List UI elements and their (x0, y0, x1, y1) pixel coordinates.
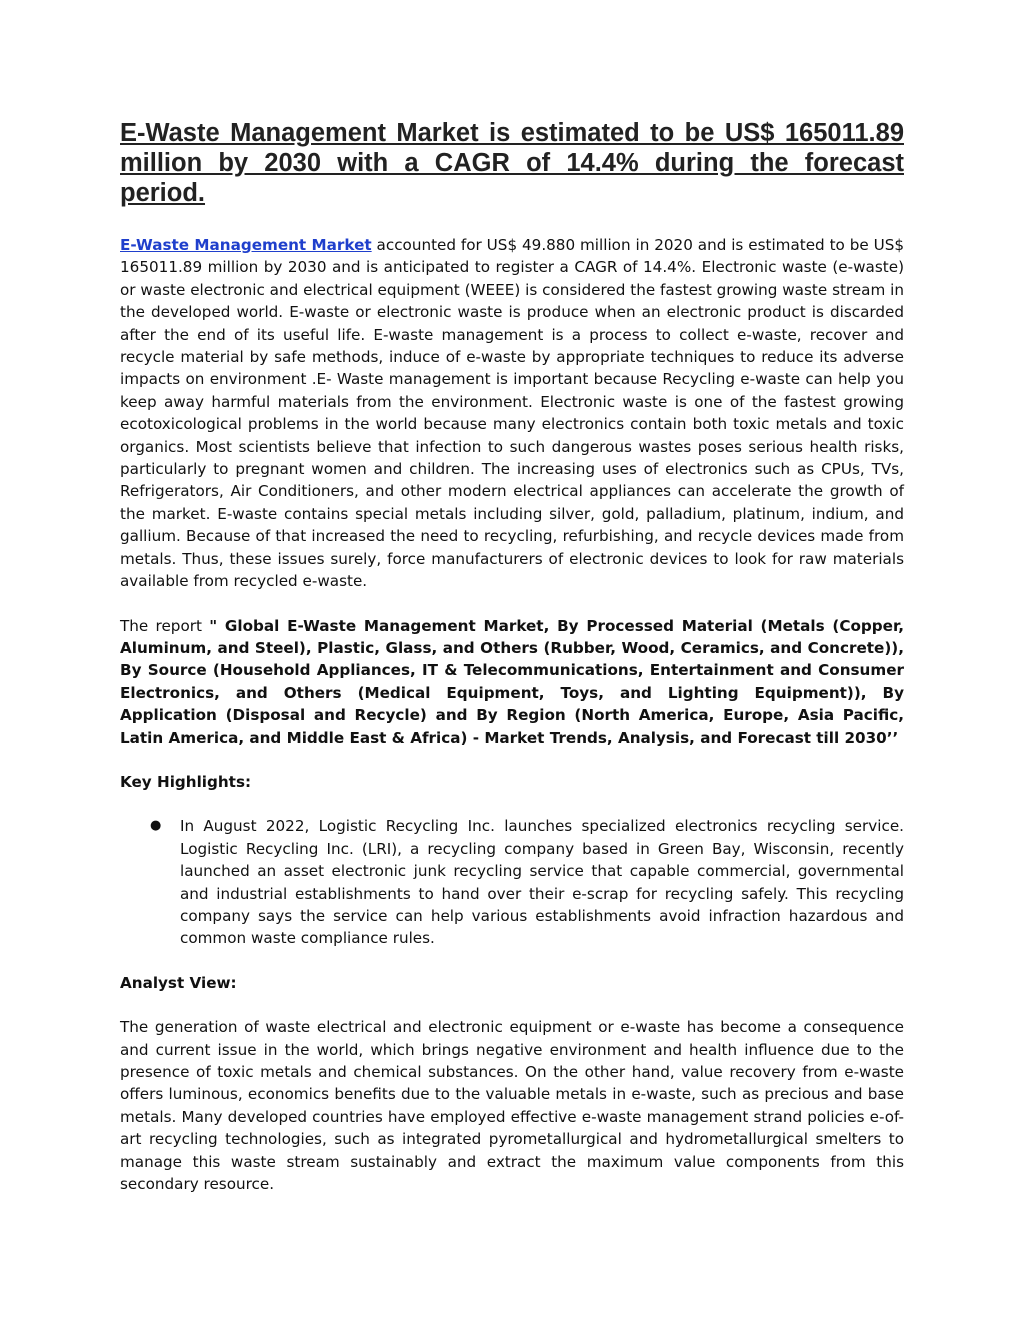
report-prefix: The report (120, 616, 210, 635)
list-item (150, 815, 904, 949)
document-title: E-Waste Management Market is estimated to be US$ 165011.89 million by 2030 with a CAGR of 14.4% during the forecast period. (120, 119, 904, 207)
analyst-view-heading: Analyst View: (120, 973, 237, 992)
key-highlights-heading: Key Highlights: (120, 772, 252, 791)
market-link[interactable]: E-Waste Management Market (120, 236, 372, 254)
analyst-view-paragraph: The generation of waste electrical and electronic equipment or e-waste has become a consequence and current issue in the world, which brings negative environment and health influence due to the presence of toxic metals and chemical substances. On the other hand, value recovery from e-waste offers luminous, economics benefits due to the valuable metals in e-waste, such as precious and base metals. Many developed countries have employed effective e-waste management strand policies e-of-art recycling technologies, such as integrated pyrometallurgical and hydrometallurgical smelters to manage this waste stream sustainably and extract the maximum value components from this secondary resource. (120, 1018, 904, 1194)
report-title: " Global E-Waste Management Market, By Processed Material (Metals (Copper, Aluminum, and Steel), Plastic, Glass, and Others (Rubber, Wood, Ceramics, and Concrete)), By Source (Household Appliances, IT & Telecommunications, Entertainment and Consumer Electronics, and Others (Medical Equipment, Toys, and Lighting Equipment)), By Application (Disposal and Recycle) and By Region (North America, Europe, Asia Pacific, Latin America, and Middle East & Africa) - Market Trends, Analysis, and Forecast till 2030’’ (120, 616, 904, 747)
highlight-text: In August 2022, Logistic Recycling Inc. launches specialized electronics recycling service. Logistic Recycling Inc. (LRI), a recycling company based in Green Bay, Wisconsin, recently launched an asset electronic junk recycling service that capable commercial, governmental and industrial establishments to hand over their e-scrap for recycling safely. This recycling company says the service can help various establishments avoid infraction hazardous and common waste compliance rules. (180, 817, 904, 948)
document-page (120, 118, 904, 1195)
bullet-icon: ● (150, 818, 162, 834)
key-highlights-list (120, 815, 904, 949)
intro-paragraph (120, 234, 904, 593)
report-paragraph (120, 615, 904, 749)
intro-text: accounted for US$ 49.880 million in 2020 and is estimated to be US$ 165011.89 million by 2030 and is anticipated to register a CAGR of 14.4%. Electronic waste (e-waste) or waste electronic and electrical equipment (WEEE) is considered the fastest growing waste stream in the developed world. E-waste or electronic waste is produce when an electronic product is discarded after the end of its useful life. E-waste management is a process to collect e-waste, recover and recycle material by safe methods, induce of e-waste by appropriate techniques to reduce its adverse impacts on environment .E- Waste management is important because Recycling e-waste can help you keep away harmful materials from the environment. Electronic waste is one of the fastest growing ecotoxicological problems in the world because many electronics contain both toxic metals and toxic organics. Most scientists believe that infection to such dangerous wastes poses serious health risks, particularly to pregnant women and children. The increasing uses of electronics such as CPUs, TVs, Refrigerators, Air Conditioners, and other modern electrical appliances can accelerate the growth of the market. E-waste contains special metals including silver, gold, palladium, platinum, indium, and gallium. Because of that increased the need to recycling, refurbishing, and recycle devices made from metals. Thus, these issues surely, force manufacturers of electronic devices to look for raw materials available from recycled e-waste. (120, 236, 905, 591)
